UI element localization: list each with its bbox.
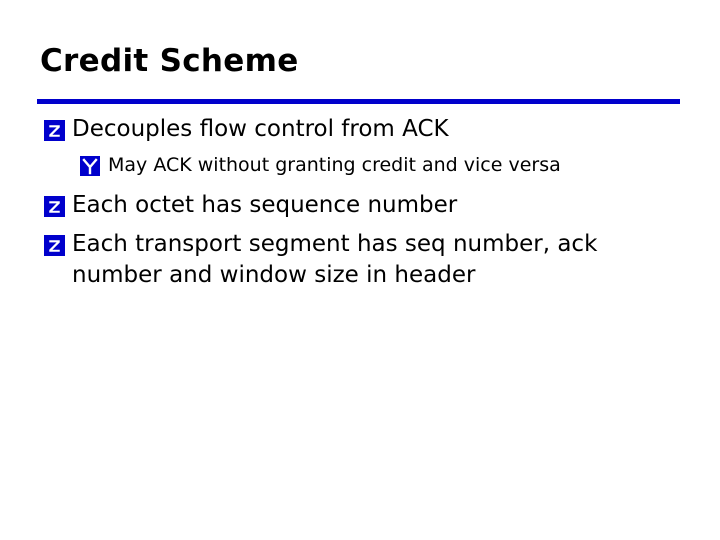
bullet-item xyxy=(44,194,457,217)
bullet-text: Each octet has sequence number xyxy=(72,192,458,218)
slide-title: Credit Scheme xyxy=(40,43,299,79)
bullet-text: Each transport segment has seq number, ack xyxy=(72,231,598,257)
bullet-item xyxy=(44,118,449,141)
bullet-text: May ACK without granting credit and vice versa xyxy=(108,154,561,176)
bullet-continuation-text: number and window size in header xyxy=(72,262,476,288)
z-square-bullet-icon xyxy=(44,120,65,141)
z-square-bullet-icon xyxy=(44,235,65,256)
z-square-bullet-icon xyxy=(44,196,65,217)
y-square-bullet-icon xyxy=(80,156,100,176)
bullet-text: Decouples flow control from ACK xyxy=(72,116,449,142)
bullet-item xyxy=(44,233,597,287)
sub-bullet-item xyxy=(80,156,561,175)
